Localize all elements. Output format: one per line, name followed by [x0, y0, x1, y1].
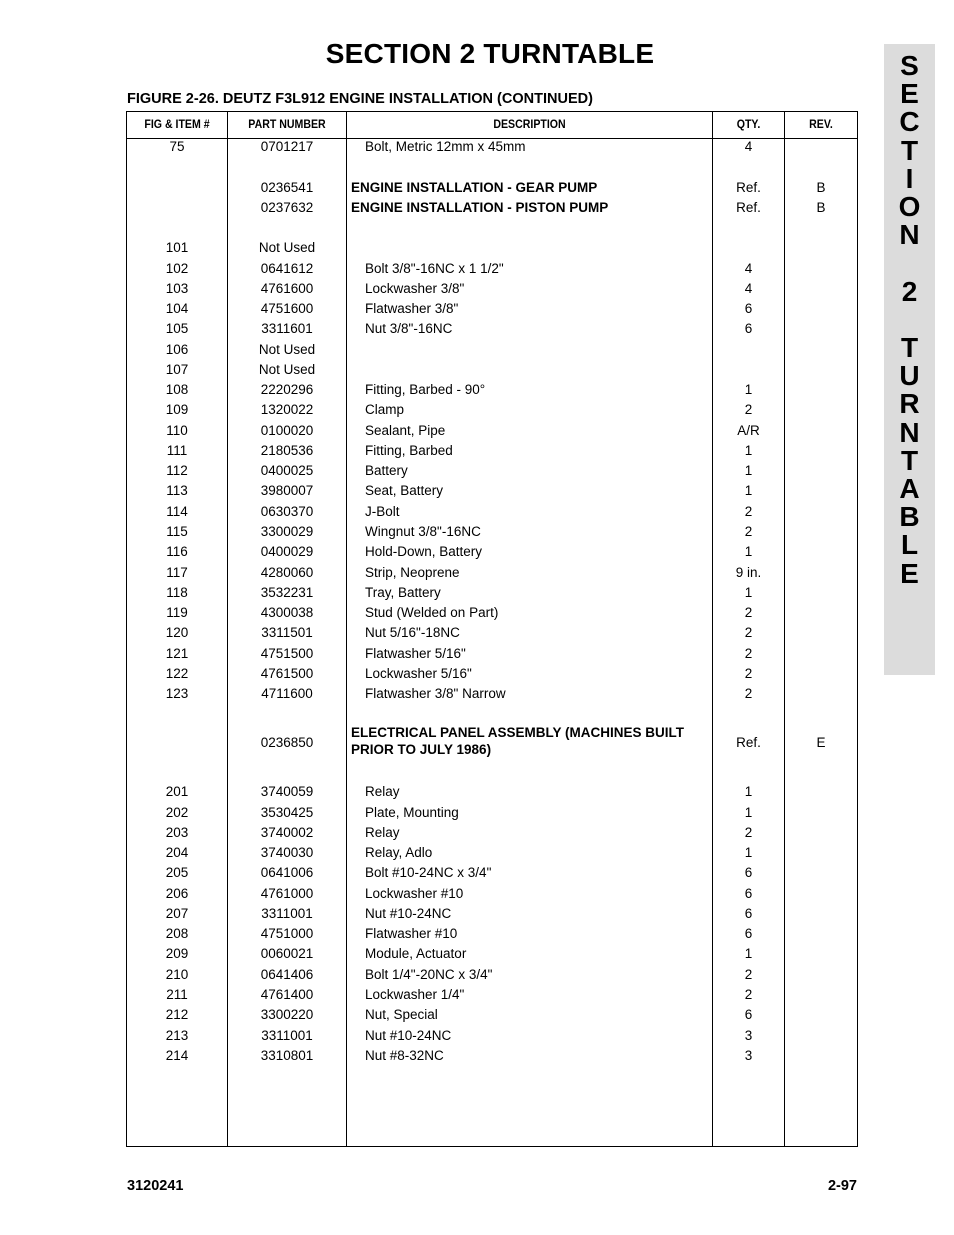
- table-row: [127, 944, 857, 964]
- part-number: 3740002: [260, 825, 314, 840]
- part-description: Bolt 1/4"-20NC x 3/4": [365, 967, 493, 982]
- table-row: [127, 542, 857, 562]
- part-description: ENGINE INSTALLATION - PISTON PUMP: [351, 200, 609, 215]
- table-row: [127, 985, 857, 1005]
- part-description: Tray, Battery: [365, 585, 441, 600]
- side-tab-letter: T: [900, 444, 919, 476]
- table-row: [127, 421, 857, 441]
- part-number: 4751600: [260, 301, 314, 316]
- part-number: 2180536: [260, 443, 314, 458]
- part-number: 3532231: [260, 585, 314, 600]
- table-row: [127, 319, 857, 339]
- part-description: Nut 5/16"-18NC: [365, 625, 460, 640]
- part-description: Flatwasher 5/16": [365, 646, 466, 661]
- part-description: Wingnut 3/8"-16NC: [365, 524, 481, 539]
- side-tab-letter: E: [900, 557, 919, 589]
- quantity: 2: [744, 666, 753, 681]
- table-row: [127, 299, 857, 319]
- table-row: [127, 563, 857, 583]
- table-row: [127, 644, 857, 664]
- side-tab-letter: S: [900, 50, 919, 81]
- part-description: Relay: [365, 784, 400, 799]
- revision: B: [816, 180, 826, 195]
- side-tab-letter: R: [899, 388, 920, 420]
- item-number: 122: [165, 666, 189, 681]
- part-description: Fitting, Barbed: [365, 443, 453, 458]
- item-number: 209: [165, 946, 189, 961]
- item-number: 201: [165, 784, 189, 799]
- part-description: Nut #8-32NC: [365, 1048, 444, 1063]
- table-row: [127, 198, 857, 218]
- table-row: [127, 823, 857, 843]
- table-row: [127, 522, 857, 542]
- page-number: 2-97: [827, 1178, 857, 1194]
- item-number: 114: [166, 504, 188, 519]
- part-description: Module, Actuator: [365, 946, 467, 961]
- item-number: 107: [165, 362, 189, 377]
- table-row: [127, 400, 857, 420]
- quantity: Ref.: [736, 200, 761, 215]
- table-row: [127, 1046, 857, 1066]
- part-number: 4761000: [260, 886, 314, 901]
- figure-title: FIGURE 2-26. DEUTZ F3L912 ENGINE INSTALLATION (CONTINUED): [127, 91, 593, 107]
- part-description: J-Bolt: [365, 504, 400, 519]
- part-number: 0641612: [260, 261, 314, 276]
- item-number: 109: [165, 402, 189, 417]
- item-number: 121: [165, 646, 189, 661]
- quantity: 9 in.: [735, 565, 762, 580]
- quantity: 1: [744, 443, 753, 458]
- item-number: 117: [166, 565, 188, 580]
- part-description: Relay, Adlo: [365, 845, 433, 860]
- quantity: Ref.: [736, 180, 761, 195]
- item-number: 210: [165, 967, 189, 982]
- quantity: 1: [744, 784, 753, 799]
- part-number: 0060021: [260, 946, 314, 961]
- table-row: [127, 583, 857, 603]
- part-number: 4761600: [260, 281, 314, 296]
- item-number: 118: [166, 585, 188, 600]
- part-number: 4300038: [260, 605, 314, 620]
- part-number: 4751000: [260, 926, 314, 941]
- item-number: 214: [165, 1048, 189, 1063]
- table-row: [127, 461, 857, 481]
- part-number: 0400029: [260, 544, 314, 559]
- table-row: [127, 684, 857, 704]
- part-number: 4761400: [260, 987, 314, 1002]
- quantity: 4: [744, 281, 753, 296]
- part-number: 4711600: [261, 686, 313, 701]
- quantity: 2: [744, 605, 753, 620]
- part-description: Bolt #10-24NC x 3/4": [365, 865, 492, 880]
- item-number: 203: [165, 825, 189, 840]
- table-row: [127, 441, 857, 461]
- side-tab-letter: U: [899, 360, 920, 392]
- quantity: 3: [744, 1048, 753, 1063]
- item-number: 101: [165, 240, 189, 255]
- table-row: [127, 884, 857, 904]
- part-number: 3311001: [261, 906, 313, 921]
- side-tab-letter: A: [899, 473, 920, 504]
- table-row: [127, 924, 857, 944]
- table-row: [127, 502, 857, 522]
- part-number: 3300029: [260, 524, 314, 539]
- part-number: 2220296: [260, 382, 314, 397]
- part-number: 0236850: [260, 735, 314, 750]
- side-tab-letter: T: [900, 332, 919, 363]
- side-tab-letter: C: [899, 106, 920, 138]
- parts-table: [126, 111, 858, 1147]
- part-description: Seat, Battery: [365, 483, 444, 498]
- item-number: 105: [165, 321, 189, 336]
- quantity: 2: [744, 524, 753, 539]
- part-number: 0236541: [260, 180, 314, 195]
- part-description: Nut 3/8"-16NC: [365, 321, 453, 336]
- table-row: [127, 1005, 857, 1025]
- side-tab-letter: N: [899, 219, 920, 251]
- part-description: Bolt, Metric 12mm x 45mm: [365, 139, 526, 154]
- table-header-row: [127, 112, 857, 139]
- part-description: Nut #10-24NC: [365, 1028, 452, 1043]
- quantity: 1: [744, 946, 753, 961]
- quantity: 2: [744, 686, 753, 701]
- part-description: Lockwasher #10: [365, 886, 464, 901]
- quantity: 1: [744, 845, 753, 860]
- part-number: 4761500: [260, 666, 314, 681]
- item-number: 202: [165, 805, 189, 820]
- part-description: Lockwasher 1/4": [365, 987, 465, 1002]
- part-number: 3530425: [260, 805, 314, 820]
- quantity: 1: [744, 544, 753, 559]
- table-row: [127, 360, 857, 380]
- side-tab-letter: E: [900, 78, 919, 110]
- item-number: 110: [166, 423, 188, 438]
- quantity: Ref.: [736, 735, 761, 750]
- part-description: Plate, Mounting: [365, 805, 459, 820]
- quantity: A/R: [737, 423, 760, 438]
- side-tab-letter: I: [905, 162, 914, 194]
- side-tab-letter: N: [899, 416, 920, 448]
- table-row: [127, 481, 857, 501]
- table-row: [127, 340, 857, 360]
- item-number: 111: [166, 443, 188, 458]
- part-number: 3310801: [260, 1048, 314, 1063]
- item-number: 208: [165, 926, 189, 941]
- item-number: 211: [166, 987, 188, 1002]
- part-number: Not Used: [258, 362, 316, 377]
- table-row: [127, 664, 857, 684]
- quantity: 6: [744, 886, 753, 901]
- header-fig-item: FIG & ITEM #: [144, 119, 210, 131]
- table-row: [127, 782, 857, 802]
- table-row: [127, 137, 857, 157]
- table-row: [127, 904, 857, 924]
- side-tab-letter: T: [900, 134, 919, 166]
- table-row: [127, 803, 857, 823]
- side-tab-letter: 2: [901, 275, 918, 307]
- side-tab-letter: L: [900, 529, 919, 561]
- item-number: 106: [165, 342, 189, 357]
- quantity: 6: [744, 926, 753, 941]
- table-row: [127, 279, 857, 299]
- table-row: [127, 965, 857, 985]
- item-number: 207: [165, 906, 189, 921]
- quantity: 6: [744, 1007, 753, 1022]
- part-number: 0641006: [260, 865, 314, 880]
- quantity: 2: [744, 825, 753, 840]
- item-number: 123: [165, 686, 189, 701]
- quantity: 1: [744, 382, 753, 397]
- table-row: [127, 725, 857, 773]
- quantity: 1: [744, 585, 753, 600]
- quantity: 2: [744, 504, 753, 519]
- table-row: [127, 623, 857, 643]
- item-number: 102: [165, 261, 189, 276]
- table-row: [127, 843, 857, 863]
- table-row: [127, 863, 857, 883]
- item-number: 206: [165, 886, 189, 901]
- part-description: Lockwasher 5/16": [365, 666, 472, 681]
- item-number: 112: [166, 463, 188, 478]
- part-description: Sealant, Pipe: [365, 423, 446, 438]
- part-number: 0630370: [260, 504, 314, 519]
- table-row: [127, 1026, 857, 1046]
- table-row: [127, 603, 857, 623]
- item-number: 75: [169, 139, 185, 154]
- quantity: 2: [744, 646, 753, 661]
- side-tab-letter: B: [899, 501, 920, 533]
- part-number: 3311501: [261, 625, 313, 640]
- part-number: 0701217: [260, 139, 314, 154]
- header-description: DESCRIPTION: [493, 119, 566, 131]
- quantity: 3: [744, 1028, 753, 1043]
- item-number: 205: [165, 865, 189, 880]
- part-number: 3980007: [260, 483, 314, 498]
- part-number: 3740030: [260, 845, 314, 860]
- item-number: 212: [165, 1007, 189, 1022]
- section-title: SECTION 2 TURNTABLE: [325, 38, 655, 69]
- table-row: [127, 259, 857, 279]
- item-number: 115: [166, 524, 188, 539]
- table-row: [127, 238, 857, 258]
- quantity: 6: [744, 301, 753, 316]
- part-description: Nut, Special: [365, 1007, 438, 1022]
- revision: E: [816, 735, 826, 750]
- part-number: 0641406: [260, 967, 314, 982]
- part-number: Not Used: [258, 240, 316, 255]
- part-description: Lockwasher 3/8": [365, 281, 465, 296]
- part-description: Strip, Neoprene: [365, 565, 460, 580]
- part-number: 3311601: [261, 321, 313, 336]
- table-row: [127, 178, 857, 198]
- part-number: 4751500: [260, 646, 314, 661]
- part-number: 1320022: [260, 402, 314, 417]
- part-description: ELECTRICAL PANEL ASSEMBLY (MACHINES BUILT PRIOR TO JULY 1986): [351, 725, 685, 757]
- part-number: 0100020: [260, 423, 314, 438]
- part-description: ENGINE INSTALLATION - GEAR PUMP: [351, 180, 598, 195]
- quantity: 4: [744, 139, 753, 154]
- part-description: Fitting, Barbed - 90°: [365, 382, 486, 397]
- part-description: Flatwasher 3/8": [365, 301, 459, 316]
- part-number: 3311001: [261, 1028, 313, 1043]
- quantity: 2: [744, 402, 753, 417]
- section-side-tab: [884, 44, 935, 675]
- item-number: 108: [165, 382, 189, 397]
- part-description: Hold-Down, Battery: [365, 544, 483, 559]
- quantity: 2: [744, 625, 753, 640]
- quantity: 6: [744, 321, 753, 336]
- quantity: 2: [744, 967, 753, 982]
- item-number: 120: [165, 625, 189, 640]
- item-number: 103: [165, 281, 189, 296]
- part-description: Bolt 3/8"-16NC x 1 1/2": [365, 261, 504, 276]
- part-number: 4280060: [260, 565, 314, 580]
- part-description: Battery: [365, 463, 408, 478]
- part-number: 0400025: [260, 463, 314, 478]
- part-number: 3300220: [260, 1007, 314, 1022]
- part-description: Flatwasher #10: [365, 926, 458, 941]
- document-number: 3120241: [127, 1178, 184, 1194]
- part-number: Not Used: [258, 342, 316, 357]
- part-number: 0237632: [260, 200, 314, 215]
- quantity: 2: [744, 987, 753, 1002]
- revision: B: [816, 200, 826, 215]
- quantity: 6: [744, 865, 753, 880]
- quantity: 1: [744, 463, 753, 478]
- part-description: Relay: [365, 825, 400, 840]
- part-description: Nut #10-24NC: [365, 906, 452, 921]
- header-rev: REV.: [809, 119, 833, 131]
- quantity: 4: [744, 261, 753, 276]
- item-number: 213: [165, 1028, 189, 1043]
- part-description: Stud (Welded on Part): [365, 605, 499, 620]
- item-number: 204: [165, 845, 189, 860]
- side-tab-letter: O: [898, 191, 921, 222]
- part-description: Flatwasher 3/8" Narrow: [365, 686, 506, 701]
- item-number: 119: [166, 605, 188, 620]
- part-number: 3740059: [260, 784, 314, 799]
- item-number: 104: [165, 301, 189, 316]
- part-description: Clamp: [365, 402, 405, 417]
- header-part-number: PART NUMBER: [248, 119, 326, 131]
- header-qty: QTY.: [736, 119, 761, 131]
- item-number: 116: [166, 544, 188, 559]
- quantity: 6: [744, 906, 753, 921]
- quantity: 1: [744, 805, 753, 820]
- quantity: 1: [744, 483, 753, 498]
- item-number: 113: [166, 483, 188, 498]
- table-row: [127, 380, 857, 400]
